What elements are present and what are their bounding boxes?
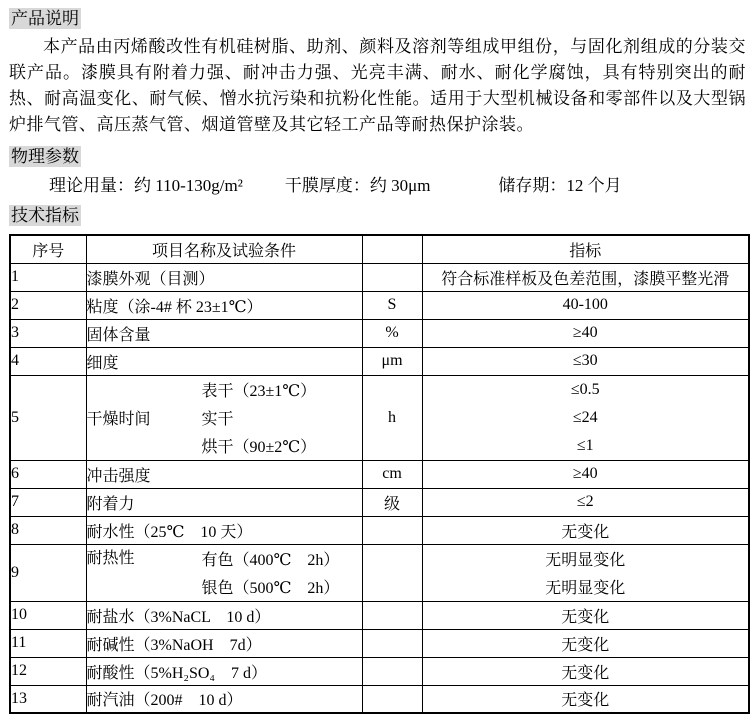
value-cell: 40-100 — [422, 291, 749, 319]
item-multi-wrap — [87, 545, 362, 601]
value-cell — [422, 375, 749, 460]
sub-items — [202, 545, 362, 601]
unit-cell: cm — [362, 460, 422, 488]
table-row — [10, 544, 749, 601]
sub-value: ≤1 — [576, 436, 594, 454]
table-row — [10, 685, 749, 713]
table-row — [10, 347, 749, 375]
section-title-product-description: 产品说明 — [11, 9, 79, 28]
table-row — [10, 375, 749, 460]
row-number-cell: 9 — [10, 544, 86, 601]
technical-indicators-tbody — [10, 263, 749, 713]
item-cell: 耐盐水（3%NaCL 10 d） — [86, 601, 362, 629]
row-number-cell: 2 — [10, 291, 86, 319]
item-cell: 粘度（涂-4# 杯 23±1℃） — [86, 291, 362, 319]
table-row — [10, 460, 749, 488]
table-row — [10, 657, 749, 685]
row-number-cell: 12 — [10, 657, 86, 685]
row-number-cell: 6 — [10, 460, 86, 488]
unit-cell — [362, 516, 422, 544]
row-number-cell: 10 — [10, 601, 86, 629]
header-cell-unit — [362, 235, 422, 263]
item-cell — [86, 375, 362, 460]
product-description-paragraph: 本产品由丙烯酸改性有机硅树脂、助剂、颜料及溶剂等组成甲组份，与固化剂组成的分装交联产品。漆膜具有附着力强、耐冲击力强、光亮丰满、耐水、耐化学腐蚀，具有特别突出的耐热、耐高温变化、耐气候、憎水抗污染和抗粉化性能。适用于大型机械设备和零部件以及大型锅炉排气管、高压蒸气管、烟道管壁及其它轻工产品等耐热保护涂装。 — [9, 37, 746, 134]
section-physical — [9, 146, 746, 167]
value-cell: 符合标准样板及色差范围，漆膜平整光滑 — [422, 263, 749, 291]
sub-item: 实干 — [201, 411, 234, 428]
unit-cell — [362, 685, 422, 713]
item-cell: 附着力 — [86, 488, 362, 516]
unit-cell — [362, 629, 422, 657]
unit-cell — [362, 263, 422, 291]
sub-item: 烘干（90±2℃） — [201, 439, 317, 456]
sub-item: 有色（400℃ 2h） — [201, 552, 340, 569]
unit-cell: μm — [362, 347, 422, 375]
item-label: 耐热性 — [86, 549, 135, 567]
unit-cell — [362, 657, 422, 685]
sub-value: ≤24 — [572, 408, 598, 426]
section-technical — [9, 205, 746, 226]
value-cell: ≥40 — [422, 460, 749, 488]
value-cell: 无变化 — [422, 629, 749, 657]
table-row — [10, 488, 749, 516]
row-number-cell: 8 — [10, 516, 86, 544]
unit-cell: S — [362, 291, 422, 319]
technical-indicators-table — [9, 234, 750, 714]
value-cell: ≤30 — [422, 347, 749, 375]
param-theoretical-usage: 理论用量：约 110-130g/m² — [49, 176, 243, 195]
item-cell: 耐碱性（3%NaOH 7d） — [86, 629, 362, 657]
sub-items — [202, 376, 362, 460]
header-cell-item: 项目名称及试验条件 — [86, 235, 362, 263]
row-number-cell: 13 — [10, 685, 86, 713]
row-number-cell: 4 — [10, 347, 86, 375]
table-row — [10, 601, 749, 629]
table-row — [10, 263, 749, 291]
header-cell-no: 序号 — [10, 235, 86, 263]
value-cell: 无变化 — [422, 516, 749, 544]
item-multi-wrap — [87, 376, 362, 460]
unit-cell: 级 — [362, 488, 422, 516]
row-number-cell: 7 — [10, 488, 86, 516]
row-number-cell: 3 — [10, 319, 86, 347]
table-row — [10, 319, 749, 347]
section-title-technical-indicators: 技术指标 — [11, 206, 79, 225]
unit-cell — [362, 601, 422, 629]
item-cell: 耐汽油（200# 10 d） — [86, 685, 362, 713]
value-cell: 无变化 — [422, 657, 749, 685]
param-dry-film-thickness: 干膜厚度：约 30μm — [284, 176, 431, 195]
header-cell-indicator: 指标 — [422, 235, 749, 263]
sub-item: 银色（500℃ 2h） — [201, 580, 340, 597]
item-cell: 耐酸性（5%H₂SO₄ 7 d） — [86, 657, 362, 685]
sub-value: 无明显变化 — [545, 580, 626, 597]
table-row — [10, 291, 749, 319]
item-cell: 耐水性（25℃ 10 天） — [86, 516, 362, 544]
row-number-cell: 11 — [10, 629, 86, 657]
unit-cell — [362, 544, 422, 601]
table-header-row — [10, 235, 749, 263]
item-cell: 漆膜外观（目测） — [86, 263, 362, 291]
value-cell: ≥40 — [422, 319, 749, 347]
value-cell: ≤2 — [422, 488, 749, 516]
unit-cell: % — [362, 319, 422, 347]
sub-item: 表干（23±1℃） — [201, 383, 317, 400]
table-row — [10, 629, 749, 657]
unit-cell: h — [362, 375, 422, 460]
value-cell: 无变化 — [422, 601, 749, 629]
row-number-cell: 1 — [10, 263, 86, 291]
item-label: 干燥时间 — [86, 411, 151, 428]
item-cell: 冲击强度 — [86, 460, 362, 488]
param-storage-period: 储存期：12 个月 — [498, 176, 622, 195]
row-number-cell: 5 — [10, 375, 86, 460]
section-title-physical-params: 物理参数 — [11, 147, 79, 166]
item-cell — [86, 544, 362, 601]
table-row — [10, 516, 749, 544]
value-cell — [422, 544, 749, 601]
sub-value: 无明显变化 — [545, 552, 626, 569]
section-product — [9, 8, 746, 29]
item-cell: 固体含量 — [86, 319, 362, 347]
physical-params-line — [9, 175, 746, 197]
sub-value: ≤0.5 — [570, 380, 600, 398]
item-cell: 细度 — [86, 347, 362, 375]
value-cell: 无变化 — [422, 685, 749, 713]
